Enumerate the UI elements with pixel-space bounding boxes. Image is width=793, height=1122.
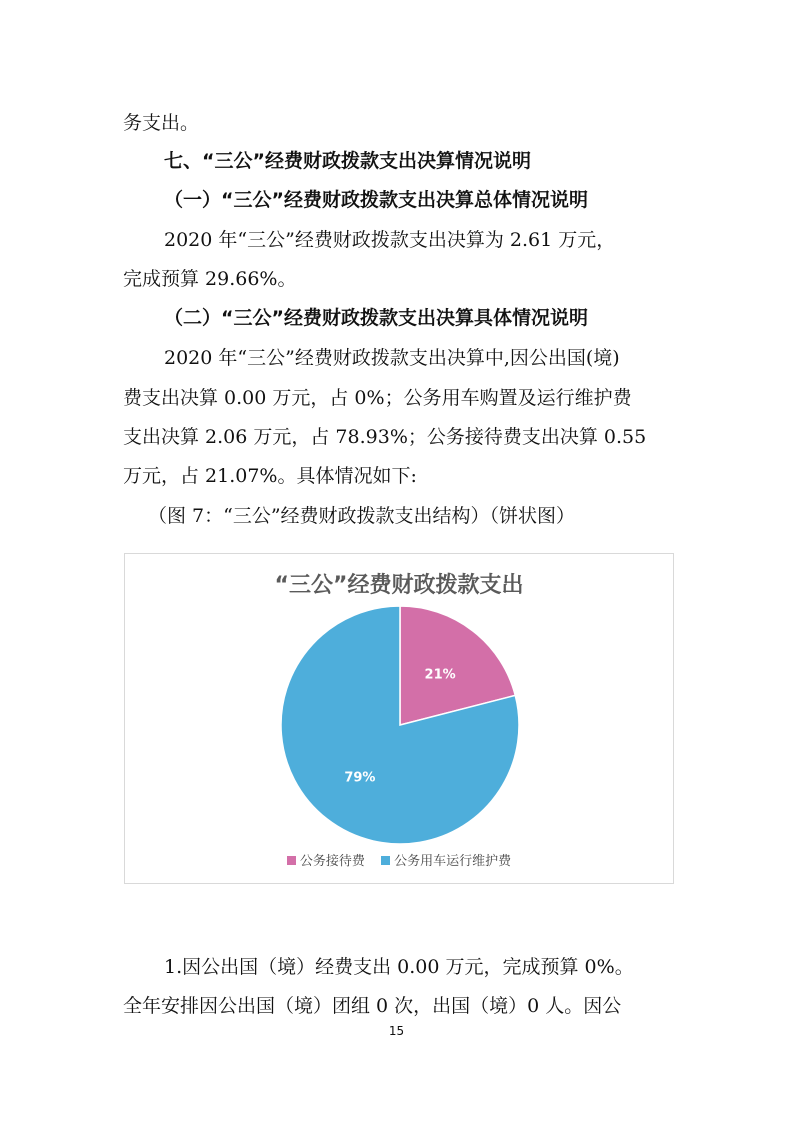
legend-swatch-icon	[287, 856, 296, 865]
subheading-2: （二）“三公”经费财政拨款支出决算具体情况说明	[164, 307, 588, 329]
paragraph-line: 万元，占 21.07%。具体情况如下:	[123, 465, 417, 487]
paragraph-line: 完成预算 29.66%。	[123, 268, 297, 290]
pie-chart-panel	[124, 553, 674, 884]
page-number: 15	[388, 1024, 405, 1038]
pie-data-label: 21%	[424, 667, 456, 683]
legend-label: 公务接待费	[299, 854, 365, 869]
legend-swatch-icon	[381, 856, 390, 865]
legend-item-reception	[287, 850, 365, 869]
paragraph-fragment: 务支出。	[123, 112, 200, 134]
paragraph-line: 2020 年“三公”经费财政拨款支出决算中,因公出国(境)	[164, 347, 620, 369]
legend-item-vehicle	[381, 850, 511, 869]
chart-title: “三公”经费财政拨款支出	[274, 573, 524, 598]
paragraph-line: 1.因公出国（境）经费支出 0.00 万元，完成预算 0%。	[164, 956, 634, 978]
paragraph-line: 支出决算 2.06 万元，占 78.93%；公务接待费支出决算 0.55	[123, 426, 647, 448]
paragraph-line: 2020 年“三公”经费财政拨款支出决算为 2.61 万元，	[164, 229, 616, 251]
paragraph-line: 全年安排因公出国（境）团组 0 次，出国（境）0 人。因公	[123, 995, 622, 1017]
figure-caption: （图 7：“三公”经费财政拨款支出结构）（饼状图）	[148, 505, 576, 527]
pie-data-label: 79%	[344, 770, 376, 786]
chart-legend	[125, 850, 673, 869]
paragraph-line: 费支出决算 0.00 万元，占 0%；公务用车购置及运行维护费	[123, 387, 632, 409]
legend-label: 公务用车运行维护费	[394, 854, 512, 869]
subheading-1: （一）“三公”经费财政拨款支出决算总体情况说明	[164, 189, 588, 211]
section-heading-7: 七、“三公”经费财政拨款支出决算情况说明	[164, 150, 531, 172]
pie-chart	[125, 554, 675, 885]
